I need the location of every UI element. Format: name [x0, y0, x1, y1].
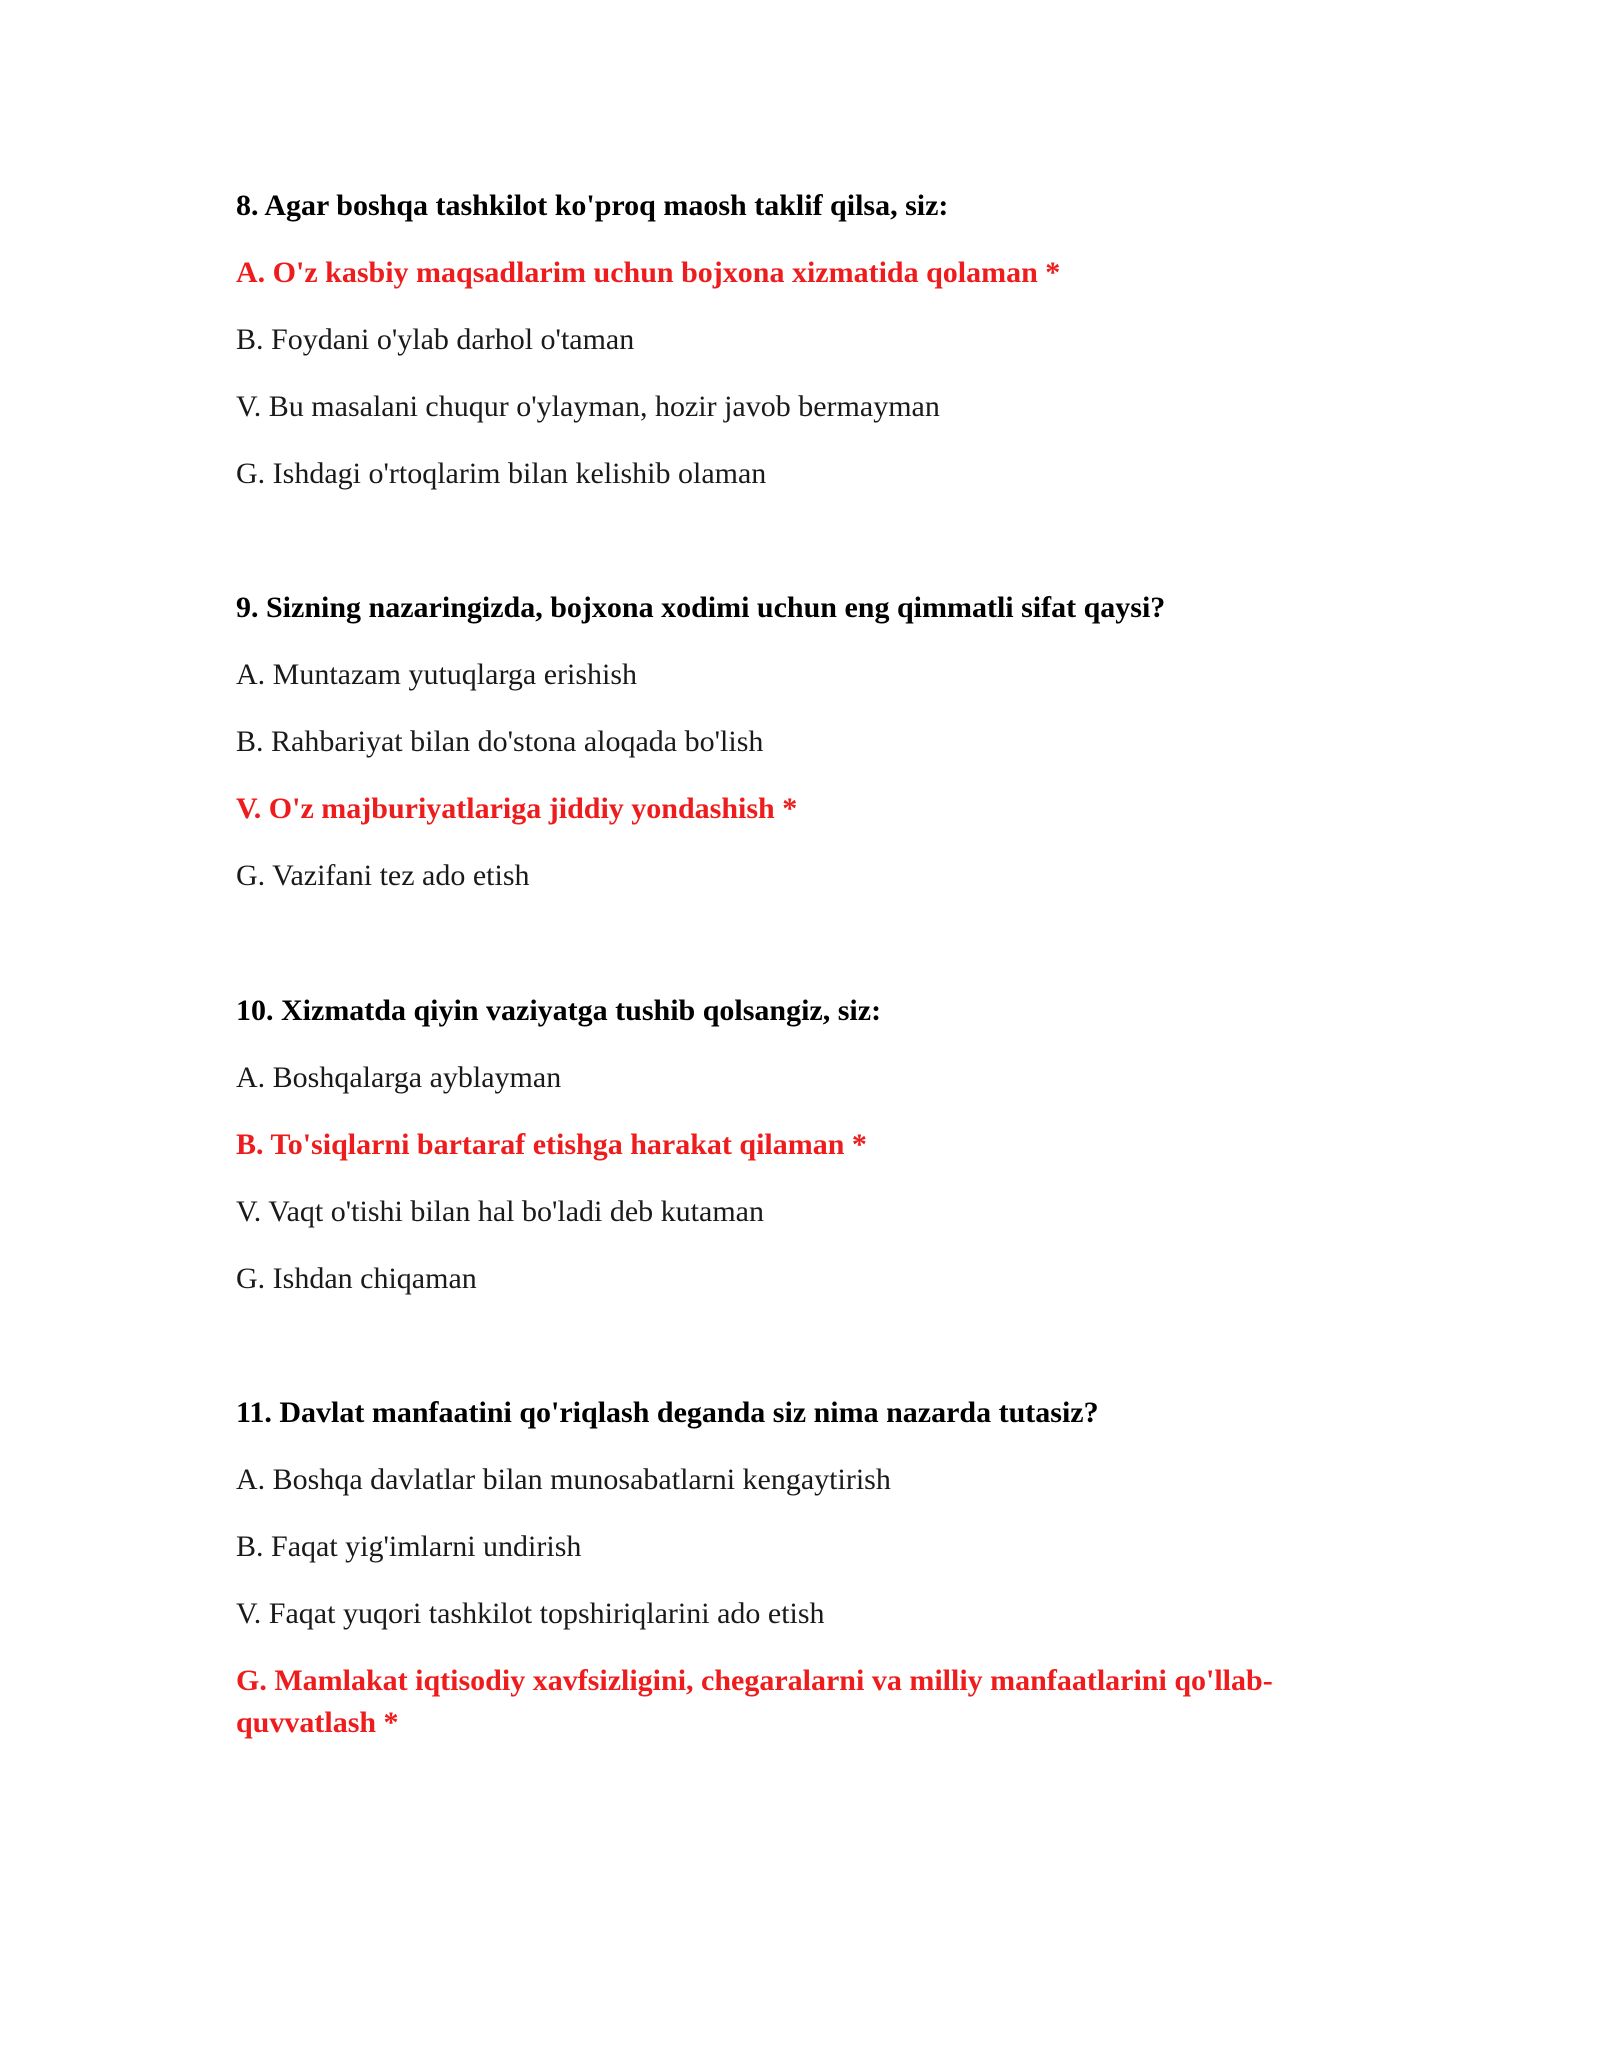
option-text: G. Ishdan chiqaman	[236, 1262, 477, 1295]
option-11a	[236, 1459, 1366, 1501]
option-9v	[236, 788, 1366, 830]
question-text: 10. Xizmatda qiyin vaziyatga tushib qolsangiz, siz:	[236, 994, 882, 1027]
question-10	[236, 991, 1366, 1031]
option-text: B. Faqat yig'imlarni undirish	[236, 1530, 582, 1563]
option-text: G. Ishdagi o'rtoqlarim bilan kelishib olaman	[236, 457, 767, 490]
question-text: 11. Davlat manfaatini qo'riqlash deganda siz nima nazarda tutasiz?	[236, 1396, 1099, 1429]
option-text-correct: A. O'z kasbiy maqsadlarim uchun bojxona xizmatida qolaman *	[236, 256, 1061, 289]
option-text: A. Muntazam yutuqlarga erishish	[236, 658, 638, 691]
question-text: 8. Agar boshqa tashkilot ko'proq maosh taklif qilsa, siz:	[236, 189, 949, 222]
option-text-correct: V. O'z majburiyatlariga jiddiy yondashish *	[236, 792, 798, 825]
option-text: V. Faqat yuqori tashkilot topshiriqlarini ado etish	[236, 1597, 825, 1630]
question-8	[236, 186, 1366, 226]
option-8g	[236, 453, 1366, 495]
option-11g	[236, 1660, 1326, 1744]
option-11v	[236, 1593, 1366, 1635]
question-9	[236, 588, 1366, 628]
option-10b	[236, 1124, 1366, 1166]
option-text: A. Boshqalarga ayblayman	[236, 1061, 562, 1094]
option-text: B. Foydani o'ylab darhol o'taman	[236, 323, 635, 356]
option-10g	[236, 1258, 1366, 1300]
option-9g	[236, 855, 1366, 897]
option-10v	[236, 1191, 1366, 1233]
option-text-correct: B. To'siqlarni bartaraf etishga harakat qilaman *	[236, 1128, 867, 1161]
option-text: V. Vaqt o'tishi bilan hal bo'ladi deb kutaman	[236, 1195, 764, 1228]
option-8a	[236, 252, 1366, 294]
question-11	[236, 1393, 1366, 1433]
option-text: B. Rahbariyat bilan do'stona aloqada bo'lish	[236, 725, 764, 758]
option-8v	[236, 386, 1366, 428]
option-text: A. Boshqa davlatlar bilan munosabatlarni kengaytirish	[236, 1463, 891, 1496]
option-10a	[236, 1057, 1366, 1099]
option-9b	[236, 721, 1366, 763]
question-text: 9. Sizning nazaringizda, bojxona xodimi uchun eng qimmatli sifat qaysi?	[236, 591, 1166, 624]
option-text: G. Vazifani tez ado etish	[236, 859, 530, 892]
option-9a	[236, 654, 1366, 696]
option-text: V. Bu masalani chuqur o'ylayman, hozir javob bermayman	[236, 390, 940, 423]
option-8b	[236, 319, 1366, 361]
option-text-correct: G. Mamlakat iqtisodiy xavfsizligini, chegaralarni va milliy manfaatlarini qo'llab-quvvatlash *	[236, 1664, 1273, 1739]
option-11b	[236, 1526, 1366, 1568]
